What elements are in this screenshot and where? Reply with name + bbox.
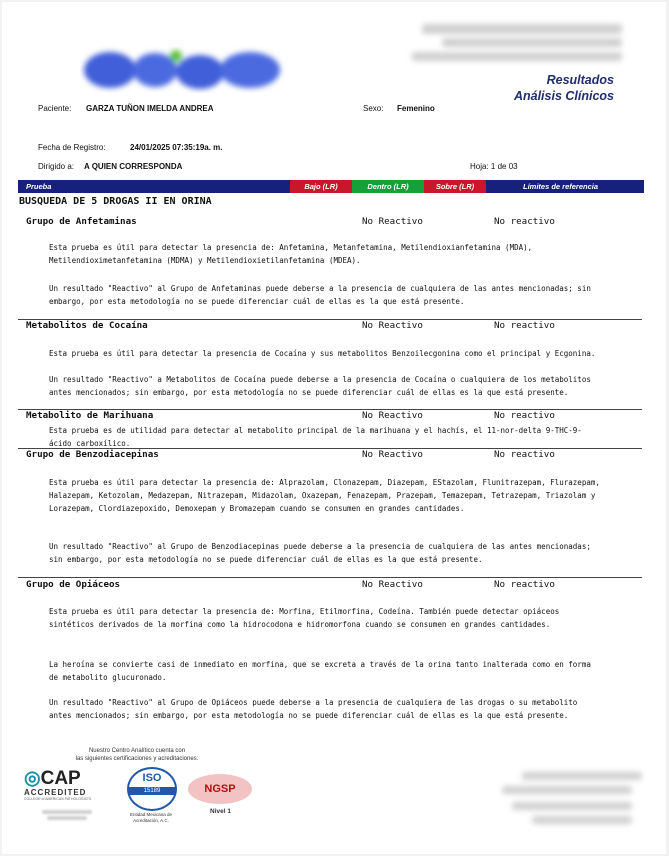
blurred-lab-info <box>442 38 622 47</box>
blurred-cap-number <box>47 816 87 820</box>
test-reference: No reactivo <box>494 410 555 421</box>
sex-value: Femenino <box>397 104 435 113</box>
column-prueba: Prueba <box>26 182 52 191</box>
column-sobre: Sobre (LR) <box>424 180 486 193</box>
test-name: Metabolito de Marihuana <box>26 410 154 421</box>
accreditation-note-line2: las siguientes certificaciones y acreditaciones: <box>75 756 199 762</box>
test-reference: No reactivo <box>494 449 555 460</box>
registration-value: 24/01/2025 07:35:19a. m. <box>130 143 223 152</box>
test-description: Esta prueba es útil para detectar la presencia de: Anfetamina, Metanfetamina, Metilendioxianfetamina (MDA), Metilendioximetanfetamina (MDMA) y Metilendioxietilanfetamina (MDEA). <box>49 243 533 265</box>
results-title-line1: Resultados <box>546 73 614 87</box>
cap-logo: ◎CAP ACCREDITED COLLEGE of AMERICAN PATHOLOGISTS <box>24 770 119 810</box>
accreditation-note <box>42 747 232 763</box>
blurred-cap-number <box>42 810 92 814</box>
test-description: Esta prueba es útil para detectar la presencia de: Alprazolam, Clonazepam, Diazepam, EStazolam, Flunitrazepam, Flurazepam, Halazepam, Ketozolam, Medazepam, Nitrazepam, Midazolam, Oxazepam, Fenazepam, Prazepam, Temazepam, Tetrazepam, Triazolam y Lorazepam, Clordiazepoxido, Demoxepam y Bromazepam cuando se consumen en grandes cantidades. <box>49 478 600 513</box>
patient-label: Paciente: <box>38 104 72 113</box>
results-title-line2: Análisis Clínicos <box>513 89 614 103</box>
cap-accredited-text: ACCREDITED <box>24 788 87 797</box>
ema-line2: Acreditación, A.C. <box>133 818 169 823</box>
test-reference: No reactivo <box>494 216 555 227</box>
cap-small-text: COLLEGE of AMERICAN PATHOLOGISTS <box>24 797 92 801</box>
patient-name: GARZA TUÑON IMELDA ANDREA <box>86 104 214 113</box>
test-row-opiaceos <box>26 579 646 592</box>
test-result: No Reactivo <box>362 449 423 460</box>
test-result: No Reactivo <box>362 579 423 590</box>
test-name: Metabolitos de Cocaína <box>26 320 148 331</box>
results-title <box>514 72 614 104</box>
iso-text: ISO <box>142 772 162 784</box>
cap-big-text: CAP <box>40 768 81 789</box>
ngsp-text: NGSP <box>204 783 236 795</box>
column-dentro: Dentro (LR) <box>352 180 424 193</box>
blurred-footer-info <box>522 772 642 780</box>
ema-text <box>120 812 182 824</box>
ngsp-logo <box>188 774 252 804</box>
iso-seal <box>127 767 177 811</box>
page-number: Hoja: 1 de 03 <box>470 162 518 171</box>
report-page <box>2 2 666 854</box>
test-description: Un resultado "Reactivo" al Grupo de Benzodiacepinas puede deberse a la presencia de cualquiera de las antes mencionadas; sin embargo, por esta metodología no se puede diferenciar cuál de ellas es la que está presente. <box>49 542 591 564</box>
test-description: Esta prueba es útil para detectar la presencia de: Morfina, Etilmorfina, Codeína. También puede detectar opiáceos sintéticos derivados de la morfina como la hidrocodona e hidromorfona cuando se consumen en grandes cantidades. <box>49 607 560 629</box>
blurred-lab-info <box>422 24 622 34</box>
blurred-footer-info <box>512 802 632 810</box>
sex-label: Sexo: <box>363 104 384 113</box>
test-row-anfetaminas <box>26 216 646 229</box>
test-result: No Reactivo <box>362 320 423 331</box>
test-description: Un resultado "Reactivo" a Metabolitos de Cocaína puede deberse a la presencia de Cocaína o cualquiera de los metabolitos antes mencionados; sin embargo, por esta metodología no se puede diferenciar cuál de ellas es la que está presente. <box>49 375 591 397</box>
addressed-to-label: Dirigido a: <box>38 162 75 171</box>
test-description: Esta prueba es de utilidad para detectar al metabolito principal de la marihuana y el hachís, el 11-nor-delta 9-THC-9-ácido carboxílico. <box>49 426 582 448</box>
test-result: No Reactivo <box>362 410 423 421</box>
test-name: Grupo de Anfetaminas <box>26 216 137 227</box>
registration-label: Fecha de Registro: <box>38 143 106 152</box>
blurred-footer-info <box>502 786 632 794</box>
section-title: BUSQUEDA DE 5 DROGAS II EN ORINA <box>19 196 212 207</box>
test-description: Un resultado "Reactivo" al Grupo de Anfetaminas puede deberse a la presencia de cualquiera de las antes mencionadas; sin embargo, por esta metodología no se puede diferenciar cuál de ellas es la que está presente. <box>49 284 591 306</box>
test-name: Grupo de Benzodiacepinas <box>26 449 159 460</box>
test-reference: No reactivo <box>494 320 555 331</box>
blurred-lab-info <box>412 52 622 61</box>
ngsp-level: Nivel 1 <box>210 808 231 815</box>
test-name: Grupo de Opiáceos <box>26 579 121 590</box>
test-row-cocaina <box>26 320 646 333</box>
test-description: Esta prueba es útil para detectar la presencia de Cocaína y sus metabolitos Benzoilecgonina como el principal y Ecgonina. <box>49 349 596 358</box>
test-description: Un resultado "Reactivo" al Grupo de Opiáceos puede deberse a la presencia de cualquiera de las drogas o su metabolito antes mencionados; sin embargo, por esta metodología no se puede diferenciar cuál de ellas es la que está presente. <box>49 698 578 720</box>
addressed-to-value: A QUIEN CORRESPONDA <box>84 162 183 171</box>
column-header-bar <box>18 180 644 193</box>
blurred-footer-info <box>532 816 632 824</box>
lab-logo <box>80 46 290 94</box>
accreditation-note-line1: Nuestro Centro Analítico cuenta con <box>88 748 186 754</box>
test-reference: No reactivo <box>494 579 555 590</box>
column-limites: Límites de referencia <box>523 182 599 191</box>
test-row-marihuana <box>26 410 646 423</box>
column-bajo: Bajo (LR) <box>290 180 352 193</box>
test-description: La heroína se convierte casi de inmediato en morfina, que se excreta a través de la orina tanto inalterada como en forma de metabolito glucuronado. <box>49 660 591 682</box>
test-result: No Reactivo <box>362 216 423 227</box>
test-row-benzodiacepinas <box>26 449 646 462</box>
iso-number: 15189 <box>129 787 175 795</box>
ema-line1: Entidad Mexicana de <box>129 812 173 817</box>
divider <box>18 577 642 578</box>
